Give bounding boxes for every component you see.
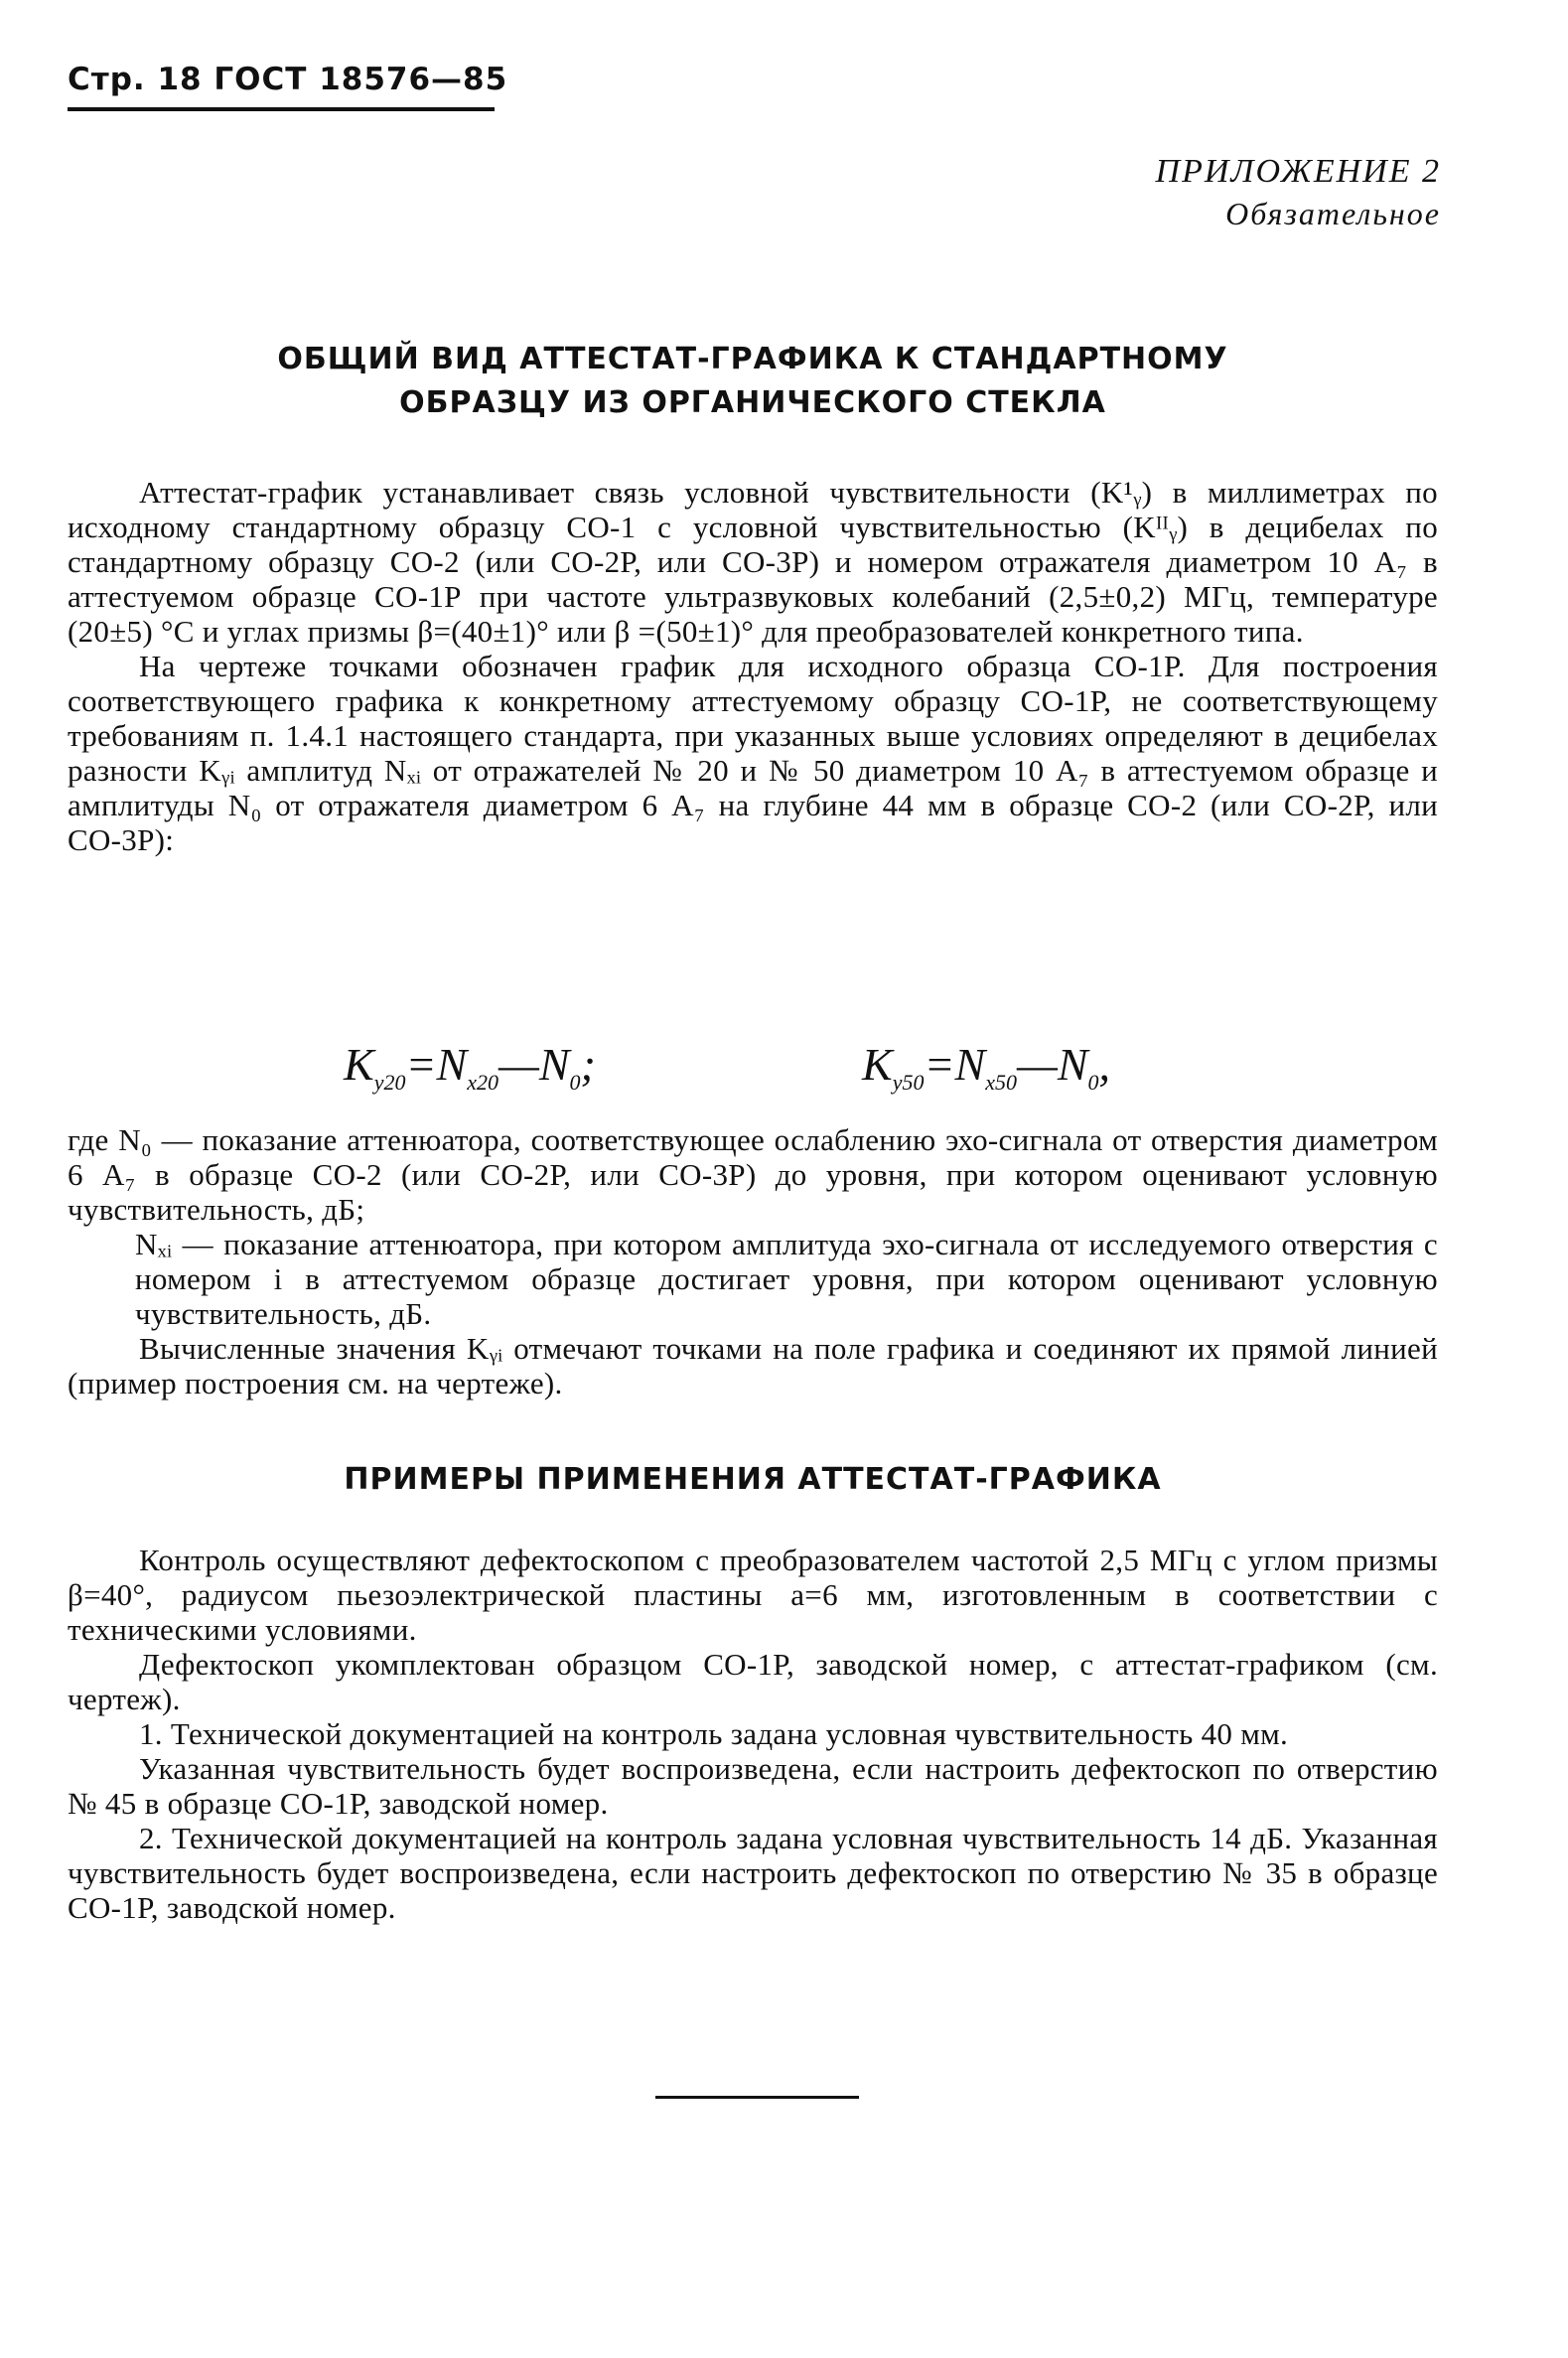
formula-ky20: $K_{y20}=N_{x20}—N_0$; [344, 1039, 596, 1096]
section2-paragraph-2: Дефектоскоп укомплектован образцом СО-1Р, заводской номер, с аттестат-графиком (см. чертеж). [68, 1647, 1438, 1716]
section2-paragraph-4: Указанная чувствительность будет воспроизведена, если настроить дефектоскоп по отверстию № 45 в образце СО-1Р, заводской номер. [68, 1751, 1438, 1821]
section1-title [68, 338, 1438, 425]
section1-title-line1: ОБЩИЙ ВИД АТТЕСТАТ-ГРАФИКА К СТАНДАРТНОМУ [277, 342, 1228, 376]
section2-title: ПРИМЕРЫ ПРИМЕНЕНИЯ АТТЕСТАТ-ГРАФИКА [344, 1462, 1162, 1497]
section1-body [68, 475, 1438, 857]
section1-paragraph-3: Вычисленные значения Kᵧᵢ отмечают точками на поле графика и соединяют их прямой линией (пример построения см. на чертеже). [68, 1331, 1438, 1400]
header-rule [68, 107, 495, 111]
section1-paragraph-2: На чертеже точками обозначен график для исходного образца СО-1Р. Для построения соответствующего графика к конкретному аттестуемому образцу СО-1Р, не соответствующему требованиям п. 1.4.1 настоящего стандарта, при указанных выше условиях определяют в децибелах разности Kᵧᵢ амплитуд Nₓᵢ от отражателей № 20 и № 50 диаметром 10 A₇ в аттестуемом образце и амплитуды N₀ от отражателя диаметром 6 A₇ на глубине 44 мм в образце СО-2 (или СО-2Р, или СО-3Р): [68, 649, 1438, 857]
section1-paragraph-1: Аттестат-график устанавливает связь условной чувствительности (K¹ᵧ) в миллиметрах по исходному стандартному образцу СО-1 с условной чувствительностью (Kᴵᴵᵧ) в децибелах по стандартному образцу СО-2 (или СО-2Р, или СО-3Р) и номером отражателя диаметром 10 A₇ в аттестуемом образце СО-1Р при частоте ультразвуковых колебаний (2,5±0,2) МГц, температуре (20±5) °С и углах призмы β=(40±1)° или β =(50±1)° для преобразователей конкретного типа. [68, 475, 1438, 649]
section2-paragraph-5: 2. Технической документацией на контроль задана условная чувствительность 14 дБ. Указанная чувствительность будет воспроизведена, если настроить дефектоскоп по отверстию № 35 в образце СО-1Р, заводской номер. [68, 1821, 1438, 1925]
end-rule [655, 2096, 859, 2099]
appendix-title: ПРИЛОЖЕНИЕ 2 [1155, 153, 1441, 190]
formula-ky50: $K_{y50}=N_{x50}—N_0$, [862, 1039, 1111, 1096]
section2-body [68, 1543, 1438, 1925]
appendix-label [1156, 151, 1441, 234]
definition-nxi: Nₓᵢ — показание аттенюатора, при котором амплитуда эхо-сигнала от исследуемого отверстия с номером i в аттестуемом образце достигает уровня, при котором оценивают условную чувствительность, дБ. [135, 1227, 1438, 1331]
section2-paragraph-1: Контроль осуществляют дефектоскопом с преобразователем частотой 2,5 МГц с углом призмы β=40°, радиусом пьезоэлектрической пластины a=6 мм, изготовленным в соответствии с техническими условиями. [68, 1543, 1438, 1647]
definitions [68, 1122, 1438, 1400]
appendix-subtitle: Обязательное [1225, 196, 1441, 231]
definition-n0: где N₀ — показание аттенюатора, соответствующее ослаблению эхо-сигнала от отверстия диаметром 6 A₇ в образце СО-2 (или СО-2Р, или СО-3Р) до уровня, при котором оценивают условную чувствительность, дБ; [68, 1122, 1438, 1227]
formula-row [68, 1038, 1438, 1098]
page-header: Стр. 18 ГОСТ 18576—85 [68, 62, 508, 97]
section2-paragraph-3: 1. Технической документацией на контроль задана условная чувствительность 40 мм. [139, 1716, 1289, 1751]
section1-title-line2: ОБРАЗЦУ ИЗ ОРГАНИЧЕСКОГО СТЕКЛА [399, 385, 1106, 420]
